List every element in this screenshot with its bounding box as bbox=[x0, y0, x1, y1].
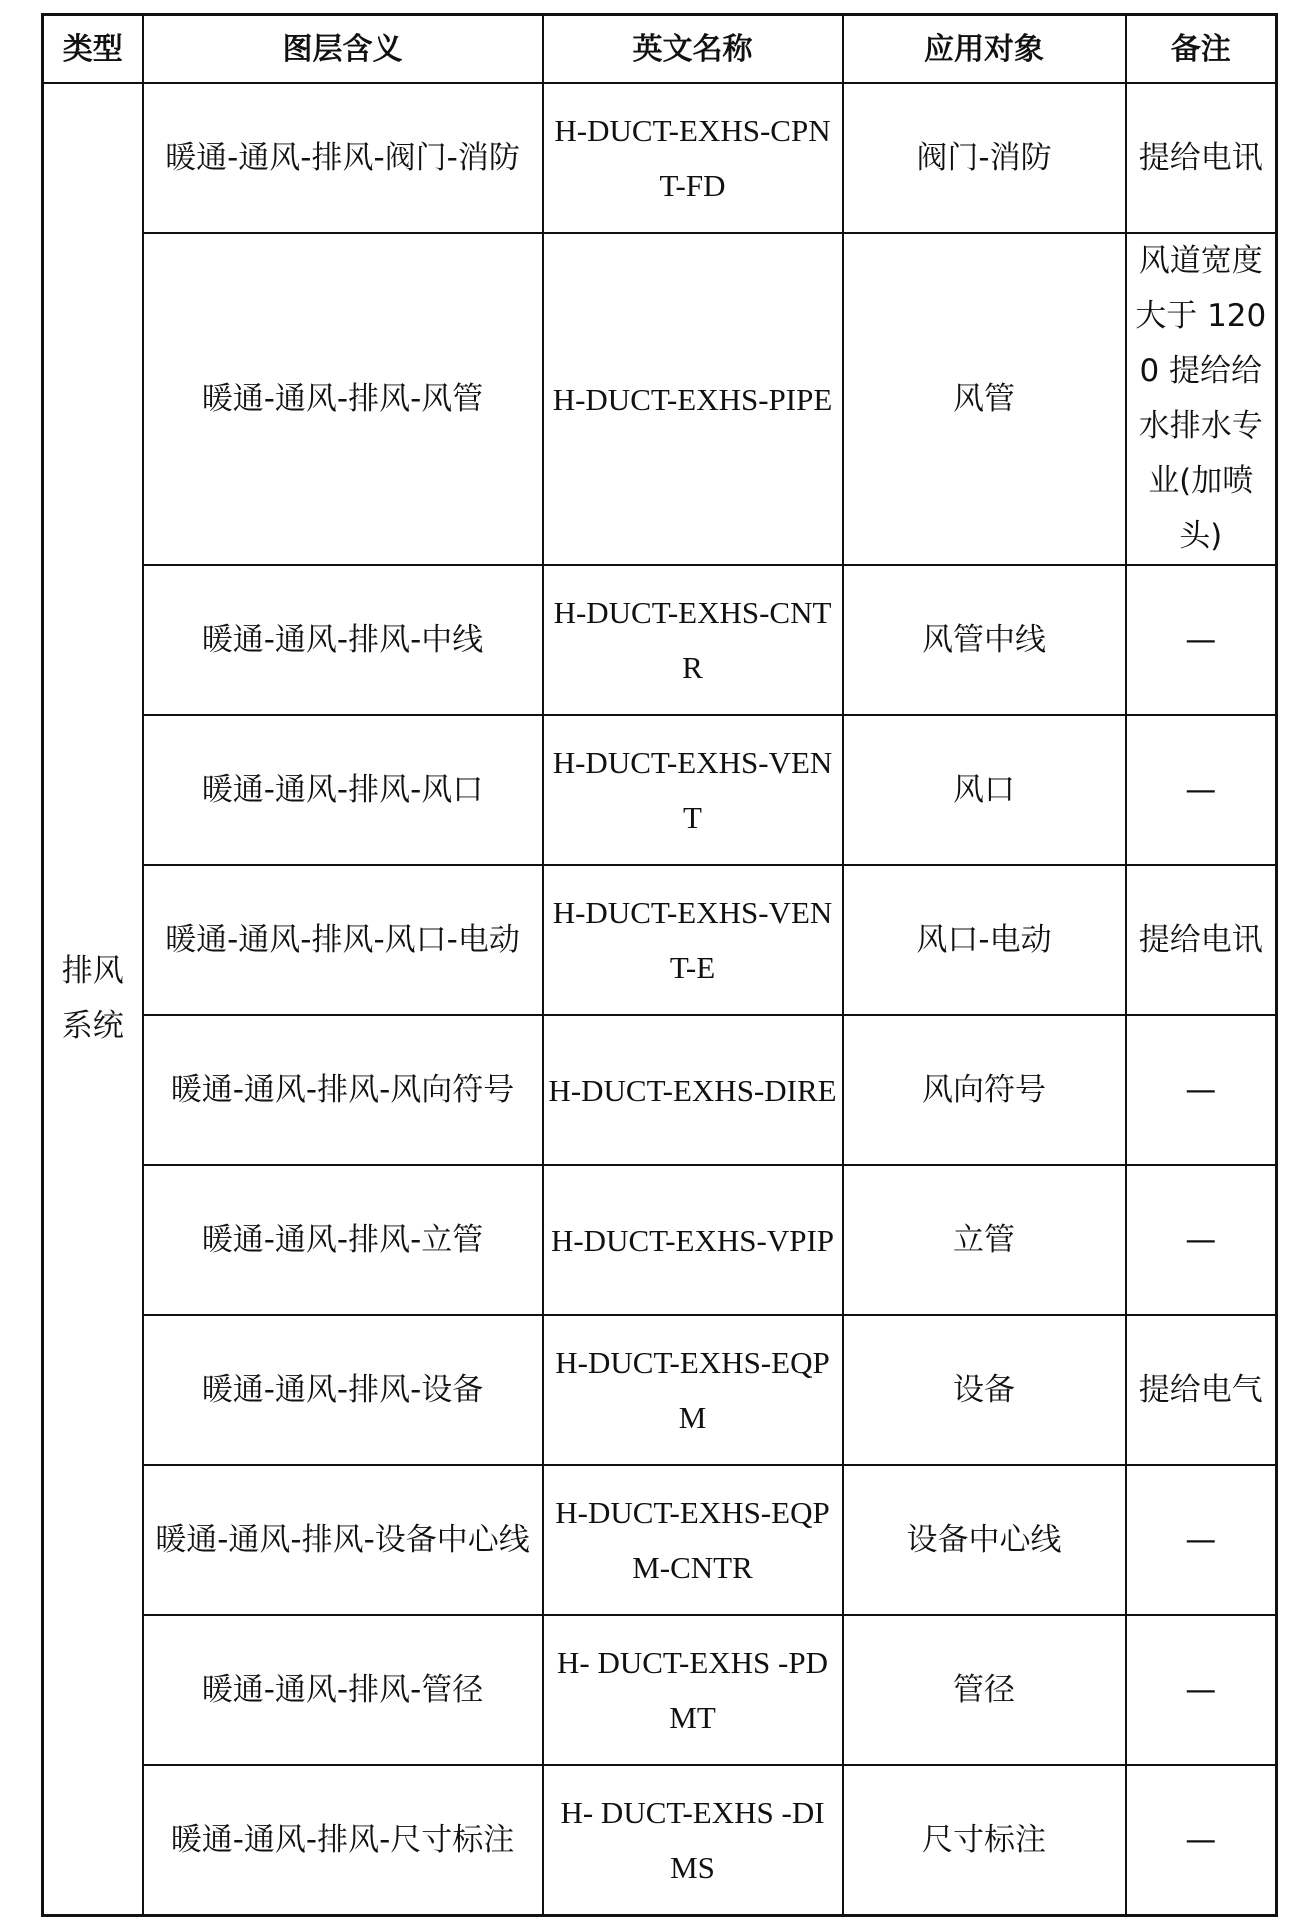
object-cell: 管径 bbox=[843, 1615, 1126, 1765]
table-row bbox=[43, 83, 1277, 233]
note-cell: — bbox=[1126, 565, 1277, 715]
object-cell: 风口 bbox=[843, 715, 1126, 865]
object-cell: 风向符号 bbox=[843, 1015, 1126, 1165]
object-cell: 阀门-消防 bbox=[843, 83, 1126, 233]
object-cell: 风管中线 bbox=[843, 565, 1126, 715]
english-cell: H-DUCT-EXHS-DIRE bbox=[543, 1015, 843, 1165]
note-cell: 提给电讯 bbox=[1126, 83, 1277, 233]
table-row bbox=[43, 1165, 1277, 1315]
header-english: 英文名称 bbox=[543, 15, 843, 84]
english-cell: H-DUCT-EXHS-VENT-E bbox=[543, 865, 843, 1015]
meaning-cell: 暖通-通风-排风-风口-电动 bbox=[143, 865, 543, 1015]
english-cell: H- DUCT-EXHS -DIMS bbox=[543, 1765, 843, 1916]
english-cell: H-DUCT-EXHS-VENT bbox=[543, 715, 843, 865]
english-cell: H- DUCT-EXHS -PDMT bbox=[543, 1615, 843, 1765]
object-cell: 立管 bbox=[843, 1165, 1126, 1315]
object-cell: 尺寸标注 bbox=[843, 1765, 1126, 1916]
note-cell: — bbox=[1126, 715, 1277, 865]
note-cell: — bbox=[1126, 1165, 1277, 1315]
meaning-cell: 暖通-通风-排风-设备中心线 bbox=[143, 1465, 543, 1615]
meaning-cell: 暖通-通风-排风-立管 bbox=[143, 1165, 543, 1315]
header-type: 类型 bbox=[43, 15, 143, 84]
header-meaning: 图层含义 bbox=[143, 15, 543, 84]
header-object: 应用对象 bbox=[843, 15, 1126, 84]
english-cell: H-DUCT-EXHS-EQPM bbox=[543, 1315, 843, 1465]
object-cell: 设备中心线 bbox=[843, 1465, 1126, 1615]
table-row bbox=[43, 1465, 1277, 1615]
table-row bbox=[43, 865, 1277, 1015]
note-cell: — bbox=[1126, 1615, 1277, 1765]
layer-table bbox=[41, 13, 1278, 1917]
meaning-cell: 暖通-通风-排风-风管 bbox=[143, 233, 543, 565]
table-row bbox=[43, 715, 1277, 865]
note-cell: — bbox=[1126, 1015, 1277, 1165]
meaning-cell: 暖通-通风-排风-管径 bbox=[143, 1615, 543, 1765]
table-row bbox=[43, 1765, 1277, 1916]
english-cell: H-DUCT-EXHS-VPIP bbox=[543, 1165, 843, 1315]
header-note: 备注 bbox=[1126, 15, 1277, 84]
note-cell: 提给电气 bbox=[1126, 1315, 1277, 1465]
english-cell: H-DUCT-EXHS-CNTR bbox=[543, 565, 843, 715]
object-cell: 设备 bbox=[843, 1315, 1126, 1465]
object-cell: 风口-电动 bbox=[843, 865, 1126, 1015]
meaning-cell: 暖通-通风-排风-风向符号 bbox=[143, 1015, 543, 1165]
object-cell: 风管 bbox=[843, 233, 1126, 565]
table-row bbox=[43, 1615, 1277, 1765]
english-cell: H-DUCT-EXHS-EQPM-CNTR bbox=[543, 1465, 843, 1615]
meaning-cell: 暖通-通风-排风-尺寸标注 bbox=[143, 1765, 543, 1916]
meaning-cell: 暖通-通风-排风-阀门-消防 bbox=[143, 83, 543, 233]
meaning-cell: 暖通-通风-排风-风口 bbox=[143, 715, 543, 865]
note-cell: 风道宽度大于 1200 提给给水排水专业(加喷头) bbox=[1126, 233, 1277, 565]
table-row bbox=[43, 565, 1277, 715]
group-type-cell: 排风系统 bbox=[43, 83, 143, 1916]
header-row bbox=[43, 15, 1277, 84]
table-header bbox=[43, 15, 1277, 84]
table-row bbox=[43, 1315, 1277, 1465]
meaning-cell: 暖通-通风-排风-中线 bbox=[143, 565, 543, 715]
meaning-cell: 暖通-通风-排风-设备 bbox=[143, 1315, 543, 1465]
english-cell: H-DUCT-EXHS-PIPE bbox=[543, 233, 843, 565]
note-cell: — bbox=[1126, 1465, 1277, 1615]
english-cell: H-DUCT-EXHS-CPNT-FD bbox=[543, 83, 843, 233]
note-cell: — bbox=[1126, 1765, 1277, 1916]
table-body bbox=[43, 83, 1277, 1916]
table-row bbox=[43, 1015, 1277, 1165]
table-row bbox=[43, 233, 1277, 565]
note-cell: 提给电讯 bbox=[1126, 865, 1277, 1015]
